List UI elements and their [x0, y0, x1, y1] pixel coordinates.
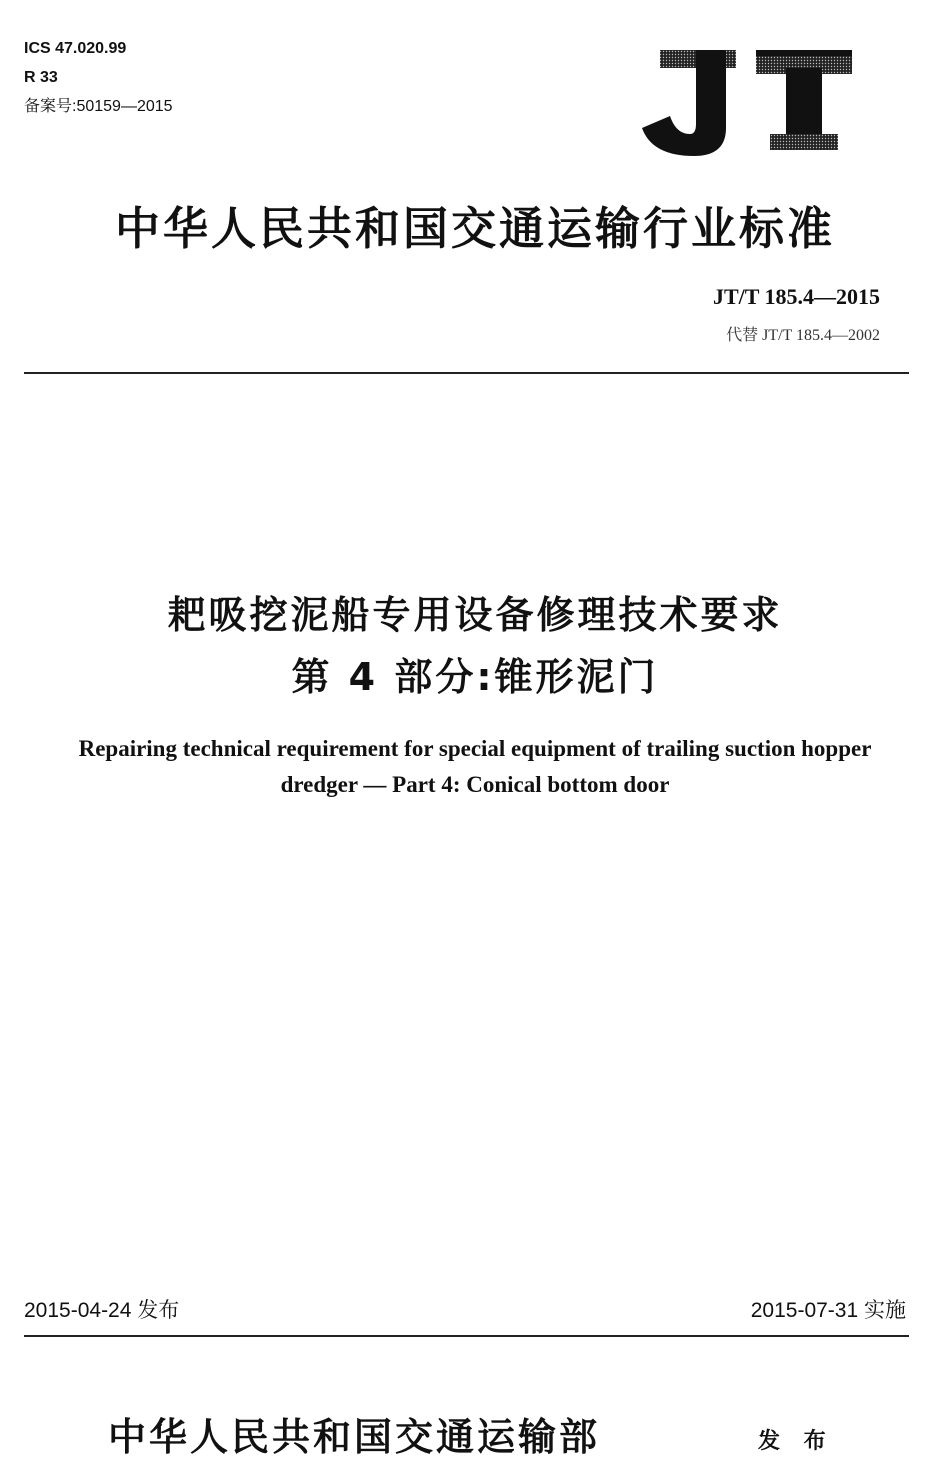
jt-logo: [638, 44, 854, 158]
category-code: R 33: [24, 69, 58, 86]
classification-block: [24, 34, 173, 121]
replaces-standard: 代替 JT/T 185.4—2002: [726, 327, 880, 344]
chinese-title-line-1: 耙吸挖泥船专用设备修理技术要求: [167, 593, 783, 637]
standard-number: JT/T 185.4—2015: [712, 284, 880, 309]
issue-date: 2015-04-24 发布: [24, 1299, 180, 1322]
ics-code: ICS 47.020.99: [24, 40, 127, 57]
publish-label: 发 布: [758, 1428, 834, 1454]
english-title-line-2: dredger — Part 4: Conical bottom door: [280, 772, 670, 797]
record-number: 备案号:50159—2015: [24, 98, 173, 115]
top-divider: [24, 372, 909, 374]
english-title-line-1: Repairing technical requirement for special equipment of trailing suction hopper: [78, 736, 872, 761]
bottom-divider: [24, 1335, 909, 1337]
chinese-title-line-2: 第 4 部分:锥形泥门: [291, 655, 659, 699]
implementation-date: 2015-07-31 实施: [750, 1299, 906, 1322]
industry-standard-heading: 中华人民共和国交通运输行业标准: [114, 202, 835, 255]
publisher-name: 中华人民共和国交通运输部: [108, 1414, 601, 1459]
